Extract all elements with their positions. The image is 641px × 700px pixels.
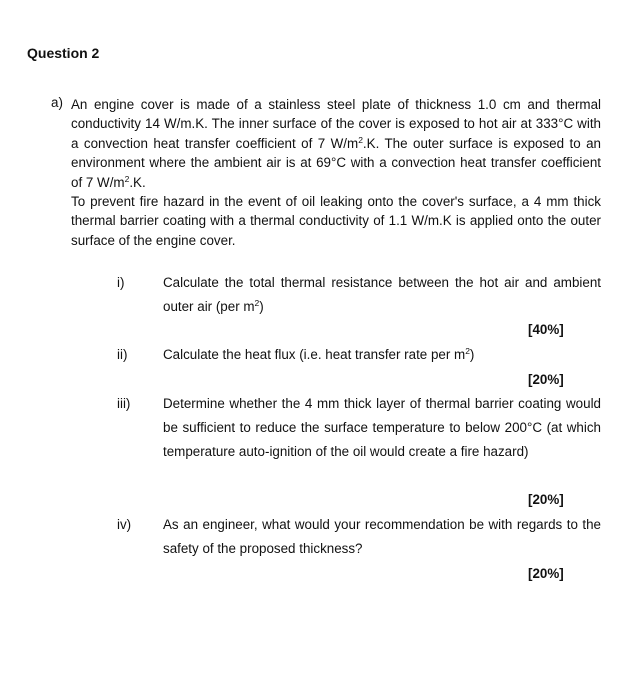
subquestion-text: Calculate the heat flux (i.e. heat transfer rate per $m^2$): [163, 346, 475, 362]
part-a-text-2: .K. The outer surface is exposed to an environment where the ambient air is at 69°C with a convection heat transfer coefficient of 7 W/m: [71, 135, 601, 190]
question-title: Question 2: [27, 45, 100, 61]
mark-iii: [20%]: [528, 492, 564, 507]
part-a-text-3: .K.: [129, 174, 146, 190]
mark-ii: [20%]: [528, 372, 564, 387]
part-a-paragraph-2: To prevent fire hazard in the event of oil leaking onto the cover's surface, a 4 mm thick thermal barrier coating with a thermal conductivity of 1.1 W/m.K is applied onto the outer surface of the engine cover.: [71, 194, 601, 248]
subquestion-label: i): [117, 275, 125, 290]
part-a-label: a): [51, 95, 63, 110]
part-a-paragraph-1: [71, 95, 601, 192]
subquestion-label: iii): [117, 396, 131, 411]
subquestion-text: Determine whether the 4 mm thick layer of thermal barrier coating would be sufficient to reduce the surface temperature to below 200°C (at which temperature auto-ignition of the oil would create a fire hazard): [163, 396, 601, 459]
part-a-text-1: An engine cover is made of a stainless steel plate of thickness 1.0 cm and thermal conductivity 14 W/m.K. The inner surface of the cover is exposed to hot air at 333°C with a convection heat transfer coefficient of 7 W/m: [71, 97, 601, 151]
subquestion-text: As an engineer, what would your recommendation be with regards to the safety of the proposed thickness?: [163, 517, 601, 556]
part-a-body: [71, 95, 601, 250]
superscript: 2: [358, 134, 363, 145]
superscript: 2: [124, 173, 130, 184]
subquestion-label: ii): [117, 347, 128, 362]
subquestion-text: Calculate the total thermal resistance between the hot air and ambient outer air (per $m^2$): [163, 275, 601, 314]
mark-i: [40%]: [528, 322, 564, 337]
superscript: 2: [465, 346, 470, 356]
mark-iv: [20%]: [528, 566, 564, 581]
superscript: 2: [254, 298, 260, 308]
subquestion-label: iv): [117, 517, 132, 532]
